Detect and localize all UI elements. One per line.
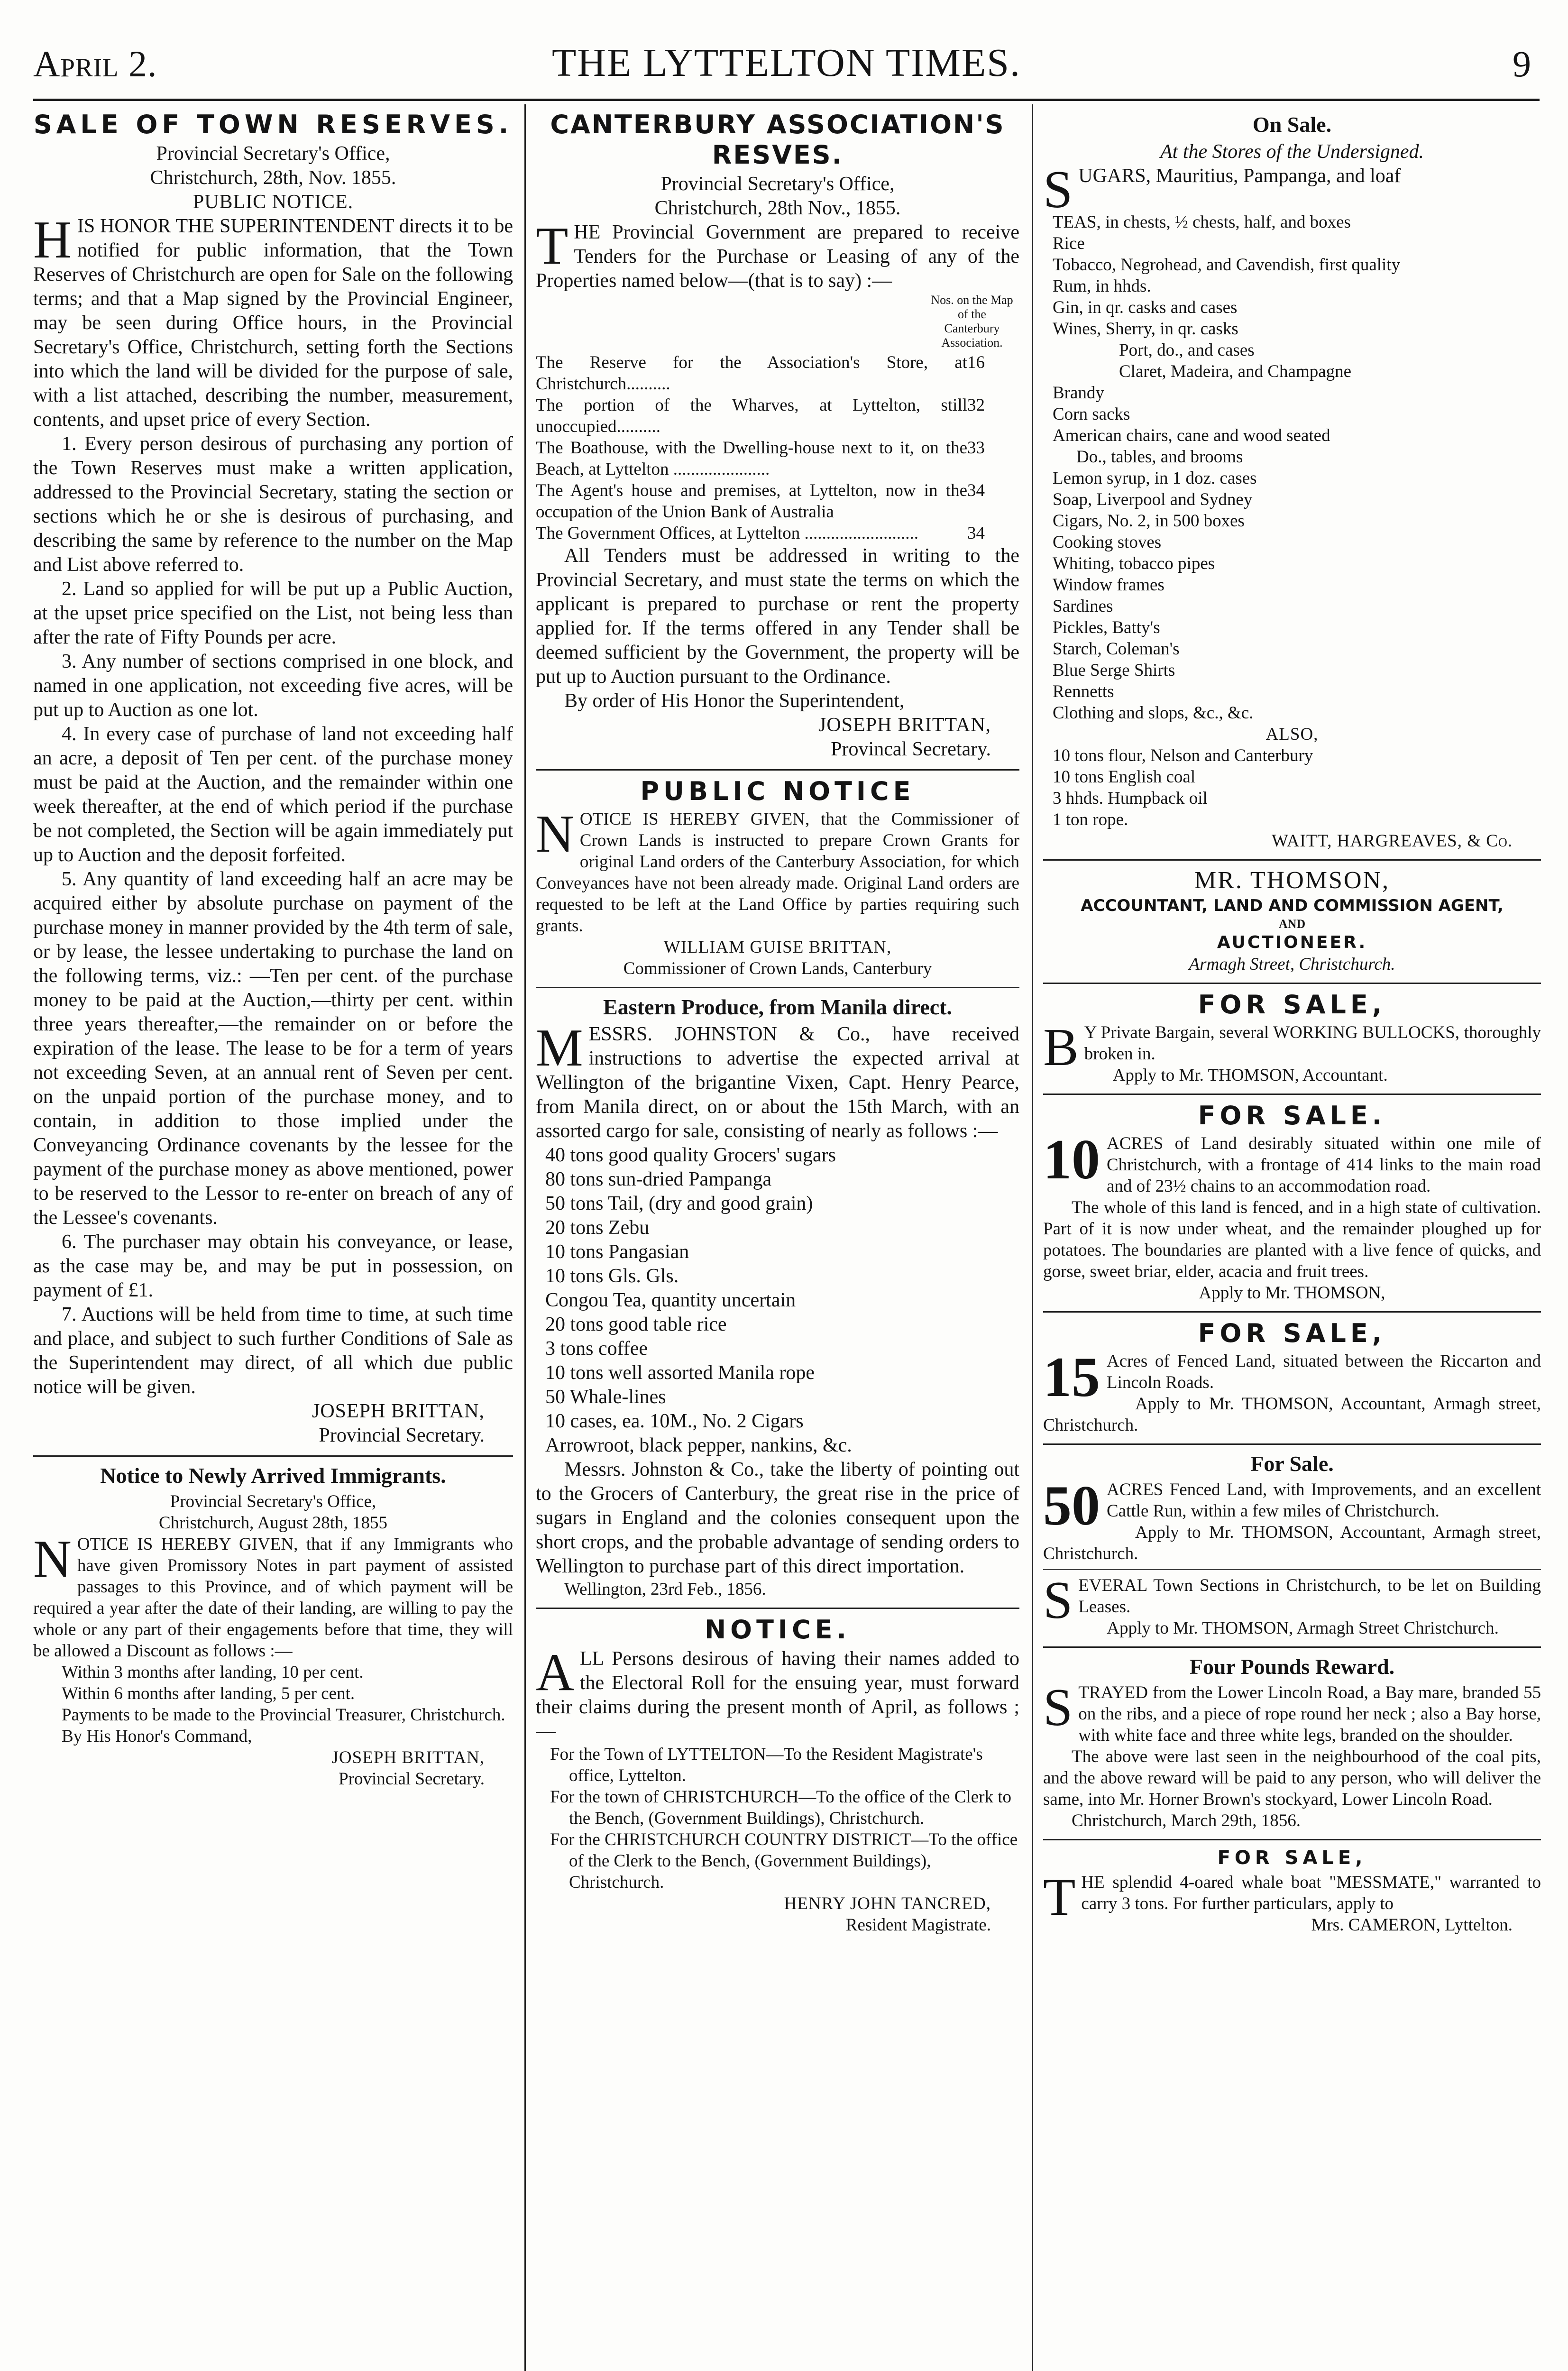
- notice-intro: [536, 217, 1019, 293]
- body-text: OTICE IS HEREBY GIVEN, that if any Immigrants who have given Promissory Notes in part payment of assisted passages to this Province, and of which payment will be required a year after the date of their landing, are willing to pay the whole or any part of their engagements before that time, they will be allowed a Discount as follows :—: [33, 1535, 513, 1661]
- map-number: 33: [967, 438, 985, 458]
- goods-item: Whiting, tobacco pipes: [1053, 554, 1215, 573]
- agent-title: ACCOUNTANT, LAND AND COMMISSION AGENT,: [1081, 896, 1504, 915]
- public-notice-crown-grants: [536, 776, 1019, 979]
- apply-line: Apply to Mr. THOMSON, Armagh Street Christchurch.: [1107, 1618, 1499, 1638]
- bullocks-sale: [1043, 990, 1541, 1086]
- signature: JOSEPH BRITTAN,: [331, 1748, 485, 1767]
- signature: WILLIAM GUISE BRITTAN,: [663, 937, 892, 957]
- divider: [1043, 1646, 1541, 1648]
- goods-item: 10 tons English coal: [1053, 767, 1196, 787]
- goods-item: Sardines: [1053, 597, 1113, 616]
- term-3: 3. Any number of sections comprised in one block, and named in one application, not exceeding five acres, will be put up to Auction as one lot.: [33, 651, 513, 721]
- drop-cap: T: [1043, 1868, 1076, 1927]
- goods-item: 1 ton rope.: [1053, 810, 1128, 829]
- intro-text: IS HONOR THE SUPERINTENDENT directs it to be notified for public information, that the Town Reserves of Christchurch are open for Sale on the following terms; and that a Map signed by the Provincial Engineer, may be seen during Office hours, in the Provincial Secretary's Office, Christchurch, setting forth the Sections into which the land will be divided for the purpose of sale, with a list attached, describing the number, measurement, contents, and upset price of every Section.: [33, 215, 513, 431]
- discount-1: Within 3 months after landing, 10 per cent.: [62, 1663, 364, 1682]
- divider: [536, 769, 1019, 771]
- map-number: 16: [967, 353, 985, 372]
- address: Armagh Street, Christchurch.: [1189, 955, 1395, 974]
- tender-terms: All Tenders must be addressed in writing to the Provincial Secretary, and must state the terms on which the applicant is prepared to purchase or rent the property applied for. If the terms offered in any Tender shall be deemed sufficient by the Government, the property will be put up to Auction pursuant to the Ordinance.: [536, 545, 1019, 688]
- item-text: UGARS, Mauritius, Pampanga, and loaf: [1078, 165, 1401, 187]
- term-6: 6. The purchaser may obtain his conveyance, or lease, as the case may be, and may be put in possession, on payment of £1.: [33, 1231, 513, 1301]
- property-row: [536, 395, 1019, 437]
- acre-count: 15: [1043, 1345, 1100, 1408]
- notice-body: [536, 1019, 1019, 1143]
- date-line: Christchurch, 28th, Nov. 1855.: [150, 167, 396, 189]
- and-label: AND: [1278, 917, 1306, 931]
- land-details: The whole of this land is fenced, and in a high state of cultivation. Part of it is now under wheat, and the remainder ploughed up for potatoes. The boundaries are planted with a live fence of quicks, and gorse, sweet briar, elder, acacia and fruit trees.: [1043, 1198, 1541, 1281]
- cargo-item: 40 tons good quality Grocers' sugars: [545, 1144, 836, 1166]
- goods-item: Clothing and slops, &c., &c.: [1053, 703, 1254, 723]
- goods-item: Claret, Madeira, and Champagne: [1119, 362, 1352, 381]
- notice-body: [1043, 1128, 1541, 1197]
- goods-item: 10 tons flour, Nelson and Canterbury: [1053, 746, 1313, 765]
- body-text: Acres of Fenced Land, situated between the Riccarton and Lincoln Roads.: [1107, 1351, 1541, 1392]
- town-sections-notice: [1043, 1571, 1541, 1639]
- notice-heading: FOR SALE,: [1198, 1318, 1386, 1348]
- goods-item: Wines, Sherry, in qr. casks: [1053, 319, 1238, 339]
- header-rule: [33, 99, 1540, 101]
- notice-heading: FOR SALE,: [1217, 1847, 1367, 1869]
- page-number: 9: [1513, 43, 1531, 84]
- signature-title: Provincial Secretary.: [319, 1424, 485, 1446]
- column-3: [1043, 107, 1541, 2371]
- thomson-card: [1043, 866, 1541, 975]
- map-number: 34: [967, 481, 985, 500]
- notice-body: [1043, 1345, 1541, 1408]
- fifteen-acres-sale: [1043, 1318, 1541, 1436]
- term-2: 2. Land so applied for will be put up a Public Auction, at the upset price specified on the List, not being less than after the rate of Fifty Pounds per acre.: [33, 578, 513, 648]
- first-item: [1043, 160, 1541, 219]
- body-text: OTICE IS HEREBY GIVEN, that the Commissioner of Crown Lands is instructed to prepare Crown Grants for original Land orders of the Canterbury Association, for which Conveyances have not been already made. Original Land orders are requested to be left at the Land Office by parties requiring such grants.: [536, 809, 1019, 936]
- acre-count: 10: [1043, 1128, 1100, 1191]
- district-country: For the CHRISTCHURCH COUNTRY DISTRICT—To the office of the Clerk to the Bench, (Government Buildings), Christchurch.: [550, 1830, 1018, 1892]
- goods-item: Do., tables, and brooms: [1076, 447, 1243, 467]
- grocers-note: Messrs. Johnston & Co., take the liberty of pointing out to the Grocers of Canterbury, the great rise in the price of sugars in England and the colonies consequent upon the short crops, and the probable advantage of sending orders to Wellington to purchase part of this direct importation.: [536, 1459, 1019, 1577]
- goods-item: Window frames: [1053, 575, 1165, 595]
- signature-title: Resident Magistrate.: [845, 1915, 991, 1935]
- map-number: 32: [967, 395, 985, 415]
- goods-item: Blue Serge Shirts: [1053, 661, 1175, 680]
- divider: [536, 987, 1019, 988]
- goods-item: 3 hhds. Humpback oil: [1053, 789, 1208, 808]
- office-line: Provincial Secretary's Office,: [660, 173, 895, 195]
- order-line: By order of His Honor the Superintendent,: [564, 690, 905, 712]
- drop-cap: S: [1043, 1571, 1073, 1630]
- divider: [33, 1455, 513, 1457]
- column-rule: [1032, 104, 1033, 2371]
- notice-heading: On Sale.: [1252, 112, 1332, 137]
- goods-item: Lemon syrup, in 1 doz. cases: [1053, 469, 1257, 488]
- whale-boat-sale: [1043, 1846, 1541, 1936]
- goods-item: Cooking stoves: [1053, 533, 1162, 552]
- signature: HENRY JOHN TANCRED,: [784, 1894, 991, 1913]
- divider: [1043, 859, 1541, 861]
- acre-count: 50: [1043, 1474, 1100, 1537]
- apply-line: Apply to Mr. THOMSON,: [1199, 1283, 1385, 1303]
- body-text: ACRES Fenced Land, with Improvements, and an excellent Cattle Run, within a few miles of Christchurch.: [1107, 1480, 1541, 1521]
- signature-title: Provincal Secretary.: [831, 738, 991, 760]
- map-number-note: Nos. on the Map of the Canterbury Association.: [931, 293, 1013, 349]
- newspaper-title: THE LYTTELTON TIMES.: [552, 41, 1021, 85]
- public-notice-label: PUBLIC NOTICE.: [193, 191, 354, 213]
- divider: [1043, 1443, 1541, 1445]
- intro-text: HE Provincial Government are prepared to receive Tenders for the Purchase or Leasing of any of the Properties named below—(that is to say) :—: [536, 221, 1019, 292]
- body-text: TRAYED from the Lower Lincoln Road, a Bay mare, branded 55 on the ribs, and a piece of rope round her neck ; also a Bay horse, with white face and three white legs, branded on the shoulder.: [1078, 1683, 1541, 1745]
- date-line: Christchurch, 28th Nov., 1855.: [654, 197, 901, 219]
- cargo-item: 20 tons good table rice: [545, 1314, 727, 1335]
- property-row: [536, 523, 1019, 544]
- term-1: 1. Every person desirous of purchasing any portion of the Town Reserves must make a written application, addressed to the Provincial Secretary, stating the section or sections which he or she is desirous of purchasing, and describing the same by reference to the number on the Map and List above referred to.: [33, 433, 513, 576]
- cargo-item: 10 tons Pangasian: [545, 1241, 689, 1263]
- column-1: [33, 107, 513, 2371]
- office-line: Provincial Secretary's Office,: [170, 1492, 376, 1511]
- cargo-item: Arrowroot, black pepper, nankins, &c.: [545, 1434, 852, 1456]
- notice-body: [1043, 1474, 1541, 1537]
- divider: [1043, 1094, 1541, 1095]
- goods-item: TEAS, in chests, ½ chests, half, and boxes: [1053, 212, 1351, 232]
- property-name: The portion of the Wharves, at Lyttelton, still unoccupied..........: [536, 395, 967, 436]
- cargo-item: 3 tons coffee: [545, 1338, 648, 1360]
- property-row: [536, 352, 1019, 395]
- drop-cap: T: [536, 217, 569, 276]
- notice-heading: PUBLIC NOTICE: [640, 776, 915, 806]
- goods-item: Tobacco, Negrohead, and Cavendish, first quality: [1053, 255, 1401, 275]
- notice-heading: Eastern Produce, from Manila direct.: [603, 995, 952, 1019]
- stores-line: At the Stores of the Undersigned.: [1160, 141, 1424, 163]
- discount-2: Within 6 months after landing, 5 per cent.: [62, 1684, 355, 1703]
- body-text: HE splendid 4-oared whale boat "MESSMATE," warranted to carry 3 tons. For further particulars, apply to: [1081, 1873, 1541, 1913]
- signature: WAITT, HARGREAVES, & Co.: [1271, 831, 1513, 851]
- notice-body: [33, 1530, 513, 1662]
- auctioneer-label: AUCTIONEER.: [1217, 933, 1367, 952]
- date-line: Christchurch, March 29th, 1856.: [1072, 1811, 1301, 1830]
- cargo-item: 50 Whale-lines: [545, 1386, 666, 1408]
- notice-heading: CANTERBURY ASSOCIATION'S RESVES.: [550, 110, 1005, 170]
- sale-of-town-reserves-notice: [33, 110, 513, 1448]
- cargo-item: 80 tons sun-dried Pampanga: [545, 1168, 772, 1190]
- payment-note: Payments to be made to the Provincial Treasurer, Christchurch.: [62, 1705, 505, 1725]
- drop-cap: M: [536, 1019, 583, 1077]
- command-line: By His Honor's Command,: [62, 1727, 252, 1746]
- column-rule: [524, 104, 526, 2371]
- divider: [1043, 1839, 1541, 1840]
- drop-cap: N: [536, 805, 574, 864]
- body-text: Y Private Bargain, several WORKING BULLOCKS, thoroughly broken in.: [1084, 1023, 1541, 1064]
- goods-item: Rennetts: [1053, 682, 1114, 701]
- cargo-item: Congou Tea, quantity uncertain: [545, 1289, 796, 1311]
- signature: Mrs. CAMERON, Lyttelton.: [1311, 1915, 1513, 1935]
- date-line: Christchurch, August 28th, 1855: [158, 1513, 387, 1533]
- cargo-item: 20 tons Zebu: [545, 1217, 650, 1239]
- property-name: The Agent's house and premises, at Lyttelton, now in the occupation of the Union Bank of Australia: [536, 481, 967, 522]
- reward-details: The above were last seen in the neighbourhood of the coal pits, and the above reward will be paid to any person, who will deliver the same, into Mr. Horner Brown's stockyard, Lower Lincoln Road.: [1043, 1747, 1541, 1809]
- property-row: [536, 437, 1019, 480]
- property-name: The Reserve for the Association's Store, at Christchurch..........: [536, 353, 967, 394]
- notice-intro: [33, 211, 513, 432]
- cargo-item: 50 tons Tail, (dry and good grain): [545, 1193, 813, 1214]
- property-row: [536, 480, 1019, 523]
- notice-heading: FOR SALE.: [1198, 1101, 1386, 1130]
- apply-line: Apply to Mr. THOMSON, Accountant.: [1112, 1066, 1388, 1085]
- district-christchurch: For the town of CHRISTCHURCH—To the office of the Clerk to the Bench, (Government Buildings), Christchurch.: [550, 1787, 1012, 1828]
- notice-heading: NOTICE.: [704, 1615, 851, 1645]
- goods-item: Port, do., and cases: [1119, 340, 1255, 360]
- notice-heading: Four Pounds Reward.: [1189, 1654, 1395, 1679]
- goods-item: Rice: [1053, 234, 1085, 253]
- goods-item: Soap, Liverpool and Sydney: [1053, 490, 1253, 509]
- divider: [1043, 1311, 1541, 1313]
- drop-cap: A: [536, 1643, 574, 1702]
- ten-acres-sale: [1043, 1101, 1541, 1304]
- goods-item: Corn sacks: [1053, 404, 1130, 424]
- goods-item: Brandy: [1053, 383, 1104, 403]
- body-text: EVERAL Town Sections in Christchurch, to be let on Building Leases.: [1078, 1576, 1541, 1617]
- notice-body: [536, 805, 1019, 937]
- signature: JOSEPH BRITTAN,: [818, 714, 991, 736]
- on-sale-notice: [1043, 111, 1541, 852]
- date-line: Wellington, 23rd Feb., 1856.: [564, 1580, 766, 1599]
- also-label: ALSO,: [1265, 725, 1319, 744]
- signature-title: Commissioner of Crown Lands, Canterbury: [623, 959, 932, 978]
- notice-heading: FOR SALE,: [1198, 990, 1386, 1020]
- divider: [1043, 1569, 1541, 1570]
- goods-item: Rum, in hhds.: [1053, 276, 1151, 296]
- district-lyttelton: For the Town of LYTTELTON—To the Resident Magistrate's office, Lyttelton.: [550, 1745, 983, 1785]
- apply-line: Apply to Mr. THOMSON, Accountant, Armagh street, Christchurch.: [1043, 1523, 1541, 1563]
- drop-cap: N: [33, 1530, 72, 1589]
- body-text: LL Persons desirous of having their names added to the Electoral Roll for the ensuing year, must forward their claims during the present month of April, as follows ;—: [536, 1648, 1019, 1742]
- cargo-item: 10 tons Gls. Gls.: [545, 1265, 679, 1287]
- signature-title: Provincial Secretary.: [339, 1769, 485, 1789]
- drop-cap: S: [1043, 160, 1073, 219]
- signature: JOSEPH BRITTAN,: [312, 1400, 485, 1422]
- notice-heading: For Sale.: [1250, 1452, 1334, 1476]
- term-7: 7. Auctions will be held from time to time, at such time and place, and subject to such further Conditions of Sale as the Superintendent may direct, of all which due public notice will be given.: [33, 1304, 513, 1398]
- body-text: ESSRS. JOHNSTON & Co., have received instructions to advertise the expected arrival at Wellington of the brigantine Vixen, Capt. Henry Pearce, from Manila direct, on or about the 15th March, with an assorted cargo for sale, consisting of nearly as follows :—: [536, 1023, 1019, 1142]
- divider: [1043, 983, 1541, 984]
- notice-heading: Notice to Newly Arrived Immigrants.: [100, 1463, 446, 1488]
- electoral-roll-notice: [536, 1615, 1019, 1936]
- notice-heading: SALE OF TOWN RESERVES.: [33, 110, 513, 139]
- office-line: Provincial Secretary's Office,: [156, 143, 390, 165]
- agent-name: MR. THOMSON,: [1194, 867, 1390, 894]
- running-header: [33, 43, 1540, 95]
- term-4: 4. In every case of purchase of land not exceeding half an acre, a deposit of Ten per cent. of the purchase money must be paid at the Auction, and the remainder within one week thereafter, at the end of which period if the purchase be not completed, the Section will be again immediately put up to Auction and the deposit forfeited.: [33, 723, 513, 866]
- term-5: 5. Any quantity of land exceeding half an acre may be acquired either by absolute purchase on payment of the purchase money in manner provided by the 4th term of sale, or by lease, the lessee undertaking to purchase the land on the following terms, viz.: —Ten per cent. of the purchase money to be paid at the Auction,—thirty per cent. within three years thereafter,—the remainder on or before the expiration of the lease. The lease to be for a term of years not exceeding Seven, at an annual rent of Seven per cent. on the unpaid portion of the purchase money, and to contain, in addition to those implied under the Conveyancing Ordinance covenants by the lessee for the payment of the purchase money as above mentioned, power to be reserved to the Lessor to re-enter on breach of any of the Lessee's covenants.: [33, 868, 513, 1229]
- goods-item: Cigars, No. 2, in 500 boxes: [1053, 511, 1245, 531]
- goods-item: Gin, in qr. casks and cases: [1053, 298, 1238, 317]
- drop-cap: S: [1043, 1678, 1073, 1737]
- goods-item: American chairs, cane and wood seated: [1053, 426, 1330, 445]
- issue-date: April 2.: [33, 43, 157, 84]
- immigrants-notice: [33, 1462, 513, 1790]
- property-name: The Boathouse, with the Dwelling-house next to it, on the Beach, at Lyttelton ......................: [536, 438, 967, 479]
- body-text: ACRES of Land desirably situated within one mile of Christchurch, with a frontage of 414 links to the main road and of 23½ chains to an accommodation road.: [1107, 1134, 1541, 1196]
- drop-cap: B: [1043, 1018, 1079, 1077]
- drop-cap: H: [33, 211, 72, 269]
- notice-body: [1043, 1678, 1541, 1746]
- cargo-item: 10 tons well assorted Manila rope: [545, 1362, 815, 1384]
- map-number: 34: [967, 524, 985, 543]
- eastern-produce-notice: [536, 994, 1019, 1600]
- goods-item: Starch, Coleman's: [1053, 639, 1180, 659]
- goods-item: Pickles, Batty's: [1053, 618, 1160, 637]
- apply-line: Apply to Mr. THOMSON, Accountant, Armagh street, Christchurch.: [1043, 1394, 1541, 1435]
- reward-notice: [1043, 1654, 1541, 1831]
- property-name: The Government Offices, at Lyttelton ..........................: [536, 524, 918, 543]
- cargo-item: 10 cases, ea. 10M., No. 2 Cigars: [545, 1410, 804, 1432]
- canterbury-reserves-notice: [536, 110, 1019, 762]
- column-2: [536, 107, 1019, 2371]
- notice-body: [536, 1643, 1019, 1744]
- fifty-acres-sale: [1043, 1451, 1541, 1564]
- divider: [536, 1608, 1019, 1609]
